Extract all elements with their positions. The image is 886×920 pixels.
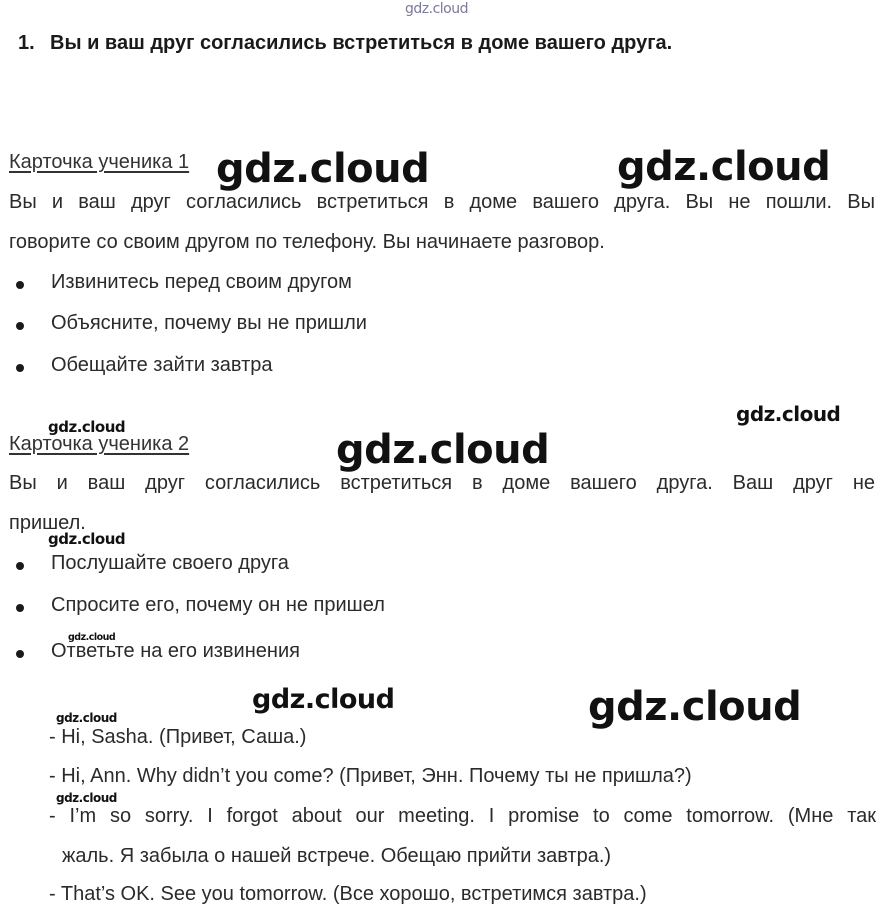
watermark-large: gdz.cloud — [588, 684, 802, 730]
bullet-icon — [16, 604, 24, 612]
card1-title: Карточка ученика 1 — [9, 151, 190, 173]
card1-text-line2: говорите со своим другом по телефону. Вы начинаете разговор. — [9, 231, 605, 253]
dialogue-line: - Hi, Ann. Why didn’t you come? (Привет, Энн. Почему ты не пришла?) — [49, 765, 692, 787]
watermark-large: gdz.cloud — [617, 144, 831, 190]
bullet-icon — [16, 562, 24, 570]
list-item-text: Обещайте зайти завтра — [51, 354, 273, 376]
task-number: 1. — [18, 32, 35, 54]
watermark-top: gdz.cloud — [405, 1, 468, 17]
dialogue-line: жаль. Я забыла о нашей встрече. Обещаю прийти завтра.) — [62, 845, 612, 867]
list-item-text: Спросите его, почему он не пришел — [51, 594, 385, 616]
watermark-small: gdz.cloud — [48, 530, 126, 548]
dialogue-line: - Hi, Sasha. (Привет, Саша.) — [49, 726, 307, 748]
watermark-small: gdz.cloud — [48, 418, 126, 436]
bullet-icon — [16, 281, 24, 289]
watermark-medium: gdz.cloud — [252, 684, 395, 715]
bullet-icon — [16, 322, 24, 330]
task-heading — [18, 32, 672, 55]
watermark-small: gdz.cloud — [68, 632, 116, 643]
card2-text-line2: пришел. — [9, 512, 86, 534]
card1-text-line1: Вы и ваш друг согласились встретиться в доме вашего друга. Вы не пошли. Вы — [9, 191, 875, 213]
list-item-text: Ответьте на его извинения — [51, 640, 300, 662]
list-item-text: Послушайте своего друга — [51, 552, 289, 574]
card2-text-line1: Вы и ваш друг согласились встретиться в доме вашего друга. Ваш друг не — [9, 472, 875, 494]
dialogue-line: - I’m so sorry. I forgot about our meeting. I promise to come tomorrow. (Мне так — [49, 805, 876, 827]
task-title: Вы и ваш друг согласились встретиться в доме вашего друга. — [50, 32, 673, 54]
watermark-medium: gdz.cloud — [736, 402, 841, 426]
watermark-small: gdz.cloud — [56, 791, 117, 805]
dialogue-line: - That’s OK. See you tomorrow. (Все хорошо, встретимся завтра.) — [49, 883, 647, 905]
bullet-icon — [16, 364, 24, 372]
watermark-large: gdz.cloud — [216, 146, 430, 192]
watermark-large: gdz.cloud — [336, 427, 550, 473]
list-item-text: Объясните, почему вы не пришли — [51, 312, 367, 334]
watermark-small: gdz.cloud — [56, 711, 117, 725]
list-item-text: Извинитесь перед своим другом — [51, 271, 352, 293]
bullet-icon — [16, 650, 24, 658]
card2-title: Карточка ученика 2 — [9, 433, 190, 455]
